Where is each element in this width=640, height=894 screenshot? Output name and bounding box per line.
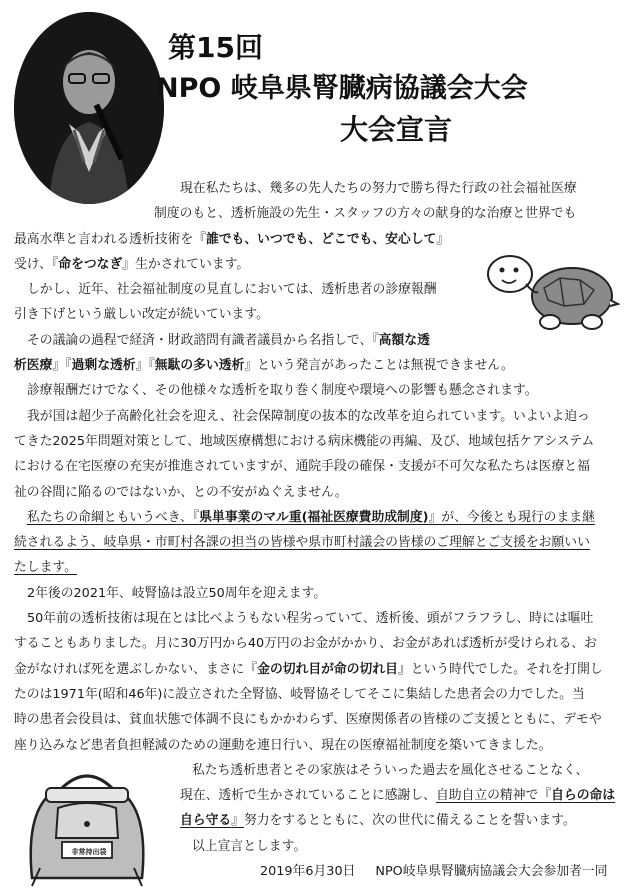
paragraph-8-line-1: 50年前の透析技術は現在とは比べようもない程劣っていて、透析後、頭がフラフラし、時には嘔吐 [27,611,594,627]
emphasis-text: 自ら守る [180,813,232,829]
paragraph-3-line-2 [14,353,630,378]
text-span: 』という発言があったことは無視できません。 [244,358,514,374]
signature-organization: NPO岐阜県腎臓病協議会大会参加者一同 [375,864,608,880]
paragraph-5-line-2: てきた2025年問題対策として、地域医療構想における病床機能の再編、及び、地域包括ケアシステム [14,433,595,449]
text-span: 最高水準と言われる透析技術を『 [14,231,206,247]
paragraph-8-line-2: することもありました。月に30万円から40万円のお金がかかり、お金があれば透析が受けられる、お [14,636,597,652]
bag-label: 非常持出袋 [71,848,107,856]
paragraph-6-line-3: たします。 [14,560,77,576]
paragraph-6-line-2: 続されるよう、岐阜県・市町村各課の担当の皆様や県市町村議会の皆様のご理解とご支援をお願いい [14,535,590,551]
paragraph-1-line-3 [14,227,630,252]
emphasis-text: 高額な透 [378,332,430,348]
paragraph-5-line-1: 我が国は超少子高齢化社会を迎え、社会保障制度の抜本的な改革を迫られています。いよいよ迫っ [27,408,590,424]
text-span: 』という時代でした。それを打開し [397,661,603,677]
emphasis-text: 命をつなぎ [58,256,123,272]
paragraph-1-line-1: 現在私たちは、幾多の先人たちの努力で勝ち得た行政の社会福祉医療 [180,181,577,196]
signature-date: 2019年6月30日 [260,864,356,880]
signature-line [14,859,630,884]
text-span: 金がなければ死を選ぶしかない、まさに『 [14,661,258,677]
title-line-2: NPO 岐阜県腎臓病協議会大会 [156,73,528,104]
emphasis-text: 無駄の多い透析 [154,358,245,374]
text-span: 努力をするとともに、次の世代に備えることを誓います。 [243,813,576,829]
text-span: 』 [436,231,450,247]
paragraph-9-line-1: 私たち透析患者とその家族はそういった過去を風化させることなく、 [192,762,589,778]
emphasis-text: 過剰な透析 [71,358,136,374]
emphasis-text: 県単事業のマル重(福祉医療費助成制度) [199,509,429,525]
paragraph-9-line-3 [14,808,630,833]
closing-line: 以上宣言とします。 [192,838,307,854]
paragraph-2-line-2: 引き下げという厳しい改定が続いています。 [14,307,269,323]
paragraph-7-line-1: 2年後の2021年、岐腎協は設立50周年を迎えます。 [27,585,327,601]
emphasis-text: 誰でも、いつでも、どこでも、安心して [205,231,437,247]
text-span: 私たちの命綱ともいうべき、『 [27,509,200,525]
paragraph-9-line-2 [14,783,630,808]
paragraph-6-line-1 [14,505,630,530]
underlined-text: 』 [231,813,244,829]
paragraph-2-line-1: しかし、近年、社会福祉制度の見直しにおいては、透析患者の診療報酬 [27,282,437,298]
title-line-1: 第15回 [168,31,263,64]
text-span: その議論の過程で経済・財政諮問有識者議員から名指しで、『 [27,332,379,348]
emphasis-text: 析医療 [14,358,53,374]
emphasis-text: 金の切れ目が命の切れ目 [257,661,398,677]
text-span: 』『 [52,358,72,374]
paragraph-1-line-4 [14,252,630,277]
paragraph-5-line-3: における在宅医療の充実が推進されていますが、通院手段の確保・支援が不可欠な私たちは医療と福 [14,459,590,475]
text-span: 』生かされています。 [122,256,250,272]
text-span: 』『 [135,358,155,374]
text-span: 受け、『 [14,256,59,272]
text-span: 』が、今後とも現行のまま継 [428,509,595,525]
title-line-3: 大会宣言 [340,113,453,146]
emphasis-text: 自らの命は [551,788,616,804]
paragraph-4-line-1: 診療報酬だけでなく、その他様々な透析を取り巻く制度や環境への影響も懸念されます。 [27,383,538,399]
underlined-text: 自助自立の精神で『 [435,788,552,804]
paragraph-1-line-2: 制度のもと、透析施設の先生・スタッフの方々の献身的な治療と世界でも [154,206,577,222]
paragraph-8-line-3 [14,657,630,682]
paragraph-5-line-4: 祉の谷間に陥るのではないか、との不安がぬぐえません。 [14,484,348,500]
paragraph-3-line-1 [14,328,630,353]
paragraph-8-line-5: 時の患者会役員は、貧血状態で体調不良にもかかわらず、医療関係者の皆様のご支援とともに、デモや [14,712,602,728]
paragraph-8-line-4: たのは1971年(昭和46年)に設立された全腎協、岐腎協そしてそこに集結した患者会の力でした。当 [14,686,585,702]
declaration-body [14,176,630,884]
text-span: 現在、透析で生かされていることに感謝し、 [180,788,436,804]
paragraph-8-line-6: 座り込みなど患者負担軽減のための運動を連日行い、現在の医療福祉制度を築いてきました。 [14,737,552,753]
